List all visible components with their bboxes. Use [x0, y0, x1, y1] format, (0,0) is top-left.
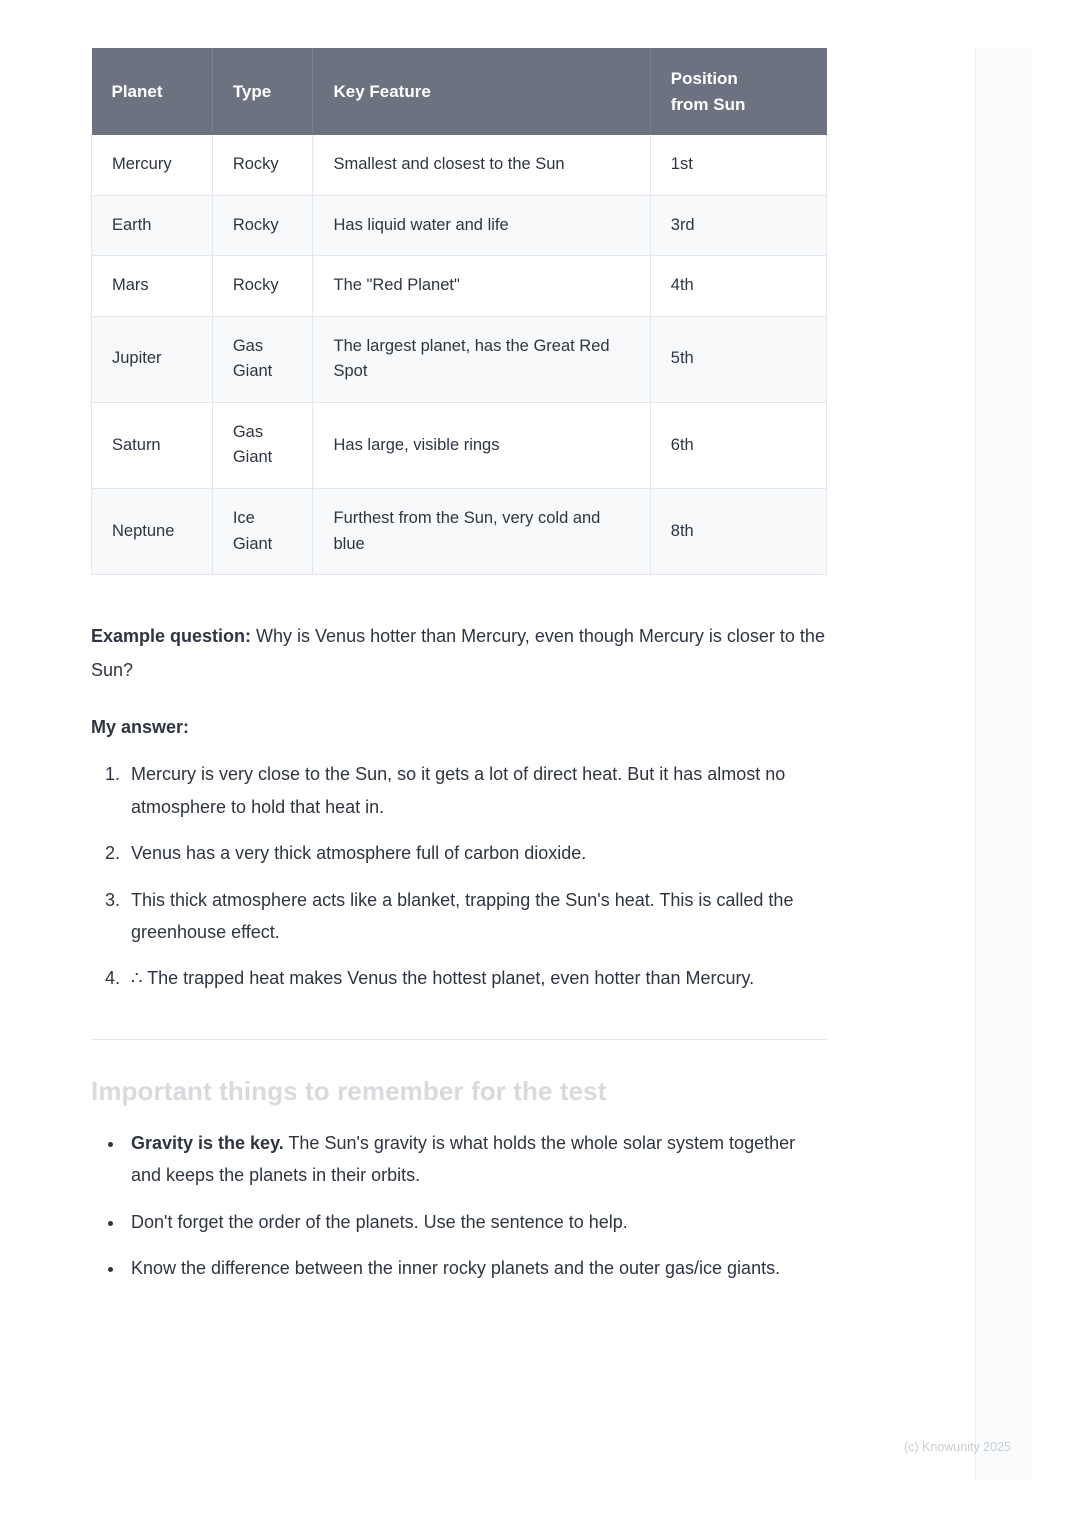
cell-feature: Furthest from the Sun, very cold and blue [313, 488, 650, 574]
vertical-scrollbar[interactable] [1026, 48, 1032, 1480]
column-header-position [650, 48, 826, 135]
cell-position: 5th [650, 316, 826, 402]
list-item [125, 1206, 827, 1238]
cell-planet: Saturn [92, 402, 213, 488]
cell-position: 1st [650, 135, 826, 195]
section-divider [91, 1039, 827, 1040]
answer-step-list [91, 758, 827, 994]
cell-type: Gas Giant [212, 316, 313, 402]
cell-planet: Mercury [92, 135, 213, 195]
table-row [92, 195, 827, 256]
cell-planet: Jupiter [92, 316, 213, 402]
cell-type: Rocky [212, 195, 313, 256]
list-item-text: The Sun's gravity is what holds the whole solar system together and keeps the planets in their orbits. [131, 1132, 796, 1186]
cell-type: Gas Giant [212, 402, 313, 488]
cell-position: 6th [650, 402, 826, 488]
example-question-text: Why is Venus hotter than Mercury, even though Mercury is closer to the Sun? [91, 626, 825, 681]
cell-feature: The "Red Planet" [313, 256, 650, 317]
cell-feature: The largest planet, has the Great Red Spot [313, 316, 650, 402]
list-item [125, 1127, 827, 1192]
planet-table [91, 48, 827, 575]
table-row [92, 402, 827, 488]
cell-position: 8th [650, 488, 826, 574]
table-row [92, 488, 827, 574]
list-item-text: Don't forget the order of the planets. Use the sentence to help. [131, 1211, 628, 1232]
list-item-bold: Gravity is the key. [131, 1132, 284, 1153]
column-header-position-line2: from Sun [670, 94, 746, 114]
list-item-text: Know the difference between the inner rocky planets and the outer gas/ice giants. [131, 1257, 781, 1278]
document-content [91, 48, 827, 1298]
table-header [92, 48, 827, 135]
cell-planet: Mars [92, 256, 213, 317]
answer-step: 3. This thick atmosphere acts like a blanket, trapping the Sun's heat. This is called the greenhouse effect. [125, 884, 827, 949]
example-question-label: Example question: [91, 626, 252, 647]
table-header-row [92, 48, 827, 135]
table-row [92, 135, 827, 195]
column-header-position-line1: Position [670, 69, 738, 88]
cell-planet: Earth [92, 195, 213, 256]
cell-feature: Has liquid water and life [313, 195, 650, 256]
remember-list [91, 1127, 827, 1285]
cell-feature: Smallest and closest to the Sun [313, 135, 650, 195]
cell-position: 3rd [650, 195, 826, 256]
column-header-planet: Planet [92, 48, 213, 135]
right-rail [975, 48, 1032, 1480]
table-row [92, 256, 827, 317]
my-answer-label: My answer: [91, 717, 190, 738]
cell-type: Rocky [212, 256, 313, 317]
column-header-type: Type [212, 48, 313, 135]
section-title-remember: Important things to remember for the test [91, 1075, 607, 1106]
table-body [92, 135, 827, 575]
answer-step: 1. Mercury is very close to the Sun, so it gets a lot of direct heat. But it has almost no atmosphere to hold that heat in. [125, 758, 827, 823]
cell-feature: Has large, visible rings [313, 402, 650, 488]
answer-step: 4. ∴ The trapped heat makes Venus the hottest planet, even hotter than Mercury. [125, 962, 827, 994]
example-question-paragraph [91, 619, 827, 687]
cell-planet: Neptune [92, 488, 213, 574]
watermark: (c) Knowunity 2025 [903, 1440, 1011, 1454]
cell-position: 4th [650, 256, 826, 317]
cell-type: Rocky [212, 135, 313, 195]
list-item [125, 1252, 827, 1284]
column-header-key-feature: Key Feature [313, 48, 650, 135]
table-row [92, 316, 827, 402]
answer-step: 2. Venus has a very thick atmosphere full of carbon dioxide. [125, 837, 827, 869]
cell-type: Ice Giant [212, 488, 313, 574]
